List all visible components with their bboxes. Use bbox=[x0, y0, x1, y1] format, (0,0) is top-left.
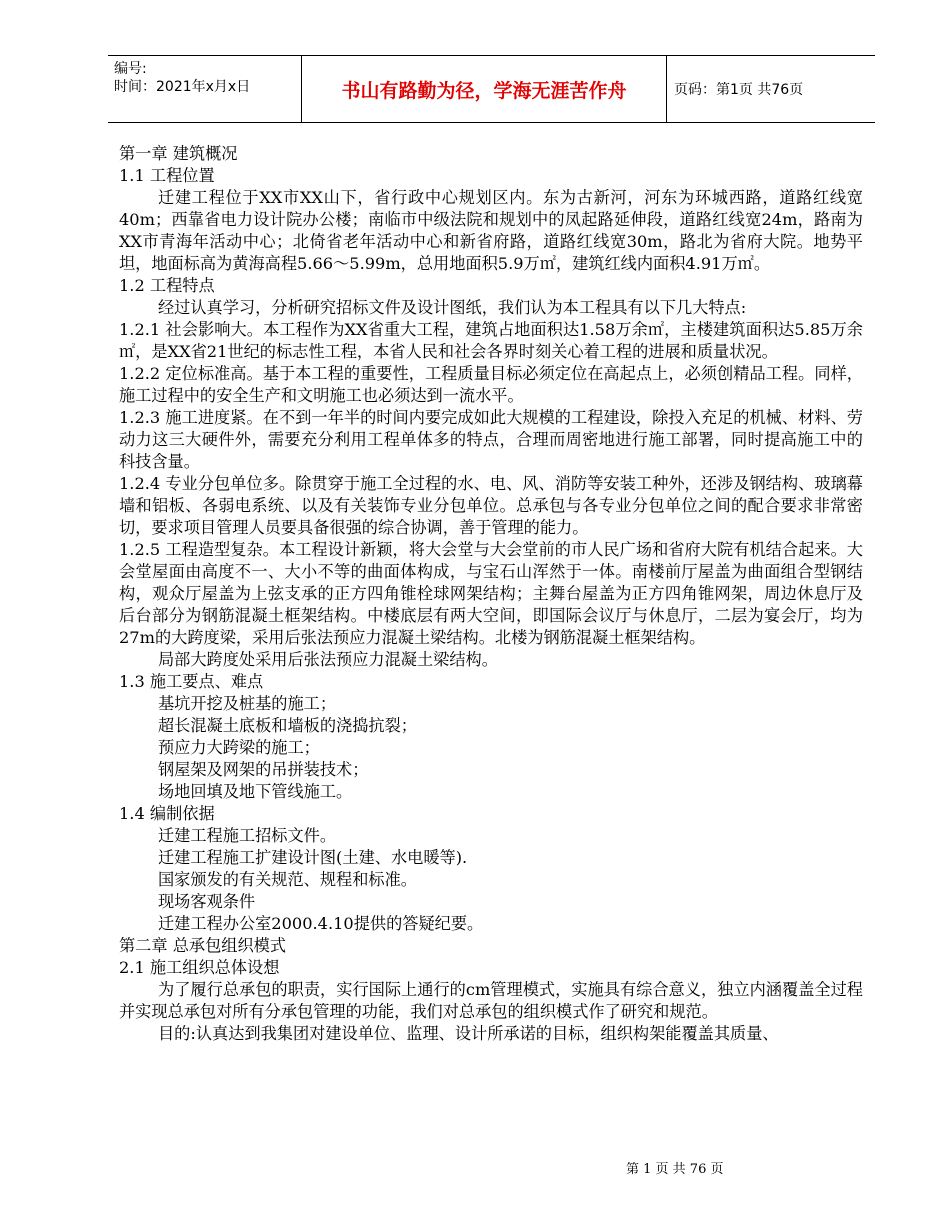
body-paragraph: 迁建工程位于XX市XX山下，省行政中心规划区内。东为古新河，河东为环城西路，道路红线宽40m；西靠省电力设计院办公楼；南临市中级法院和规划中的凤起路延伸段，道路红线宽24m，路南为XX市青海年活动中心；北倚省老年活动中心和新省府路，道路红线宽30m，路北为省府大院。地势平坦，地面标高为黄海高程5.66～5.99m，总用地面积5.9万㎡，建筑红线内面积4.91万㎡。 bbox=[119, 188, 863, 273]
list-item: 超长混凝土底板和墙板的浇捣抗裂； bbox=[158, 716, 417, 735]
section-paragraph: 1.2.1 社会影响大。本工程作为XX省重大工程，建筑占地面积达1.58万余㎡，主楼建筑面积达5.85万余㎡，是XX省21世纪的标志性工程，本省人民和社会各界时刻关心着工程的进展和质量状况。 bbox=[119, 320, 863, 361]
list-item: 钢屋架及网架的吊拼装技术； bbox=[158, 760, 369, 779]
list-item: 场地回填及地下管线施工。 bbox=[158, 782, 353, 801]
header-page-label: 页码：第1页 共76页 bbox=[674, 82, 804, 98]
body-paragraph: 为了履行总承包的职责，实行国际上通行的cm管理模式，实施具有综合意义，独立内涵覆盖全过程并实现总承包对所有分承包管理的功能，我们对总承包的组织模式作了研究和规范。 bbox=[119, 980, 863, 1021]
body-paragraph: 局部大跨度处采用后张法预应力混凝土梁结构。 bbox=[158, 650, 498, 669]
section-paragraph: 1.3 施工要点、难点 bbox=[119, 672, 264, 691]
section-paragraph: 1.2.4 专业分包单位多。除贯穿于施工全过程的水、电、风、消防等安装工种外，还涉及钢结构、玻璃幕墙和铝板、各弱电系统、以及有关装饰专业分包单位。总承包与各专业分包单位之间的配合要求非常密切，要求项目管理人员要具备很强的综合协调，善于管理的能力。 bbox=[119, 474, 863, 537]
body-paragraph: 经过认真学习，分析研究招标文件及设计图纸，我们认为本工程具有以下几大特点: bbox=[158, 298, 747, 317]
document-number-label: 编号: bbox=[114, 61, 147, 77]
list-item: 迁建工程施工招标文件。 bbox=[158, 826, 337, 845]
document-body bbox=[119, 143, 863, 1045]
list-item: 预应力大跨梁的施工； bbox=[158, 738, 320, 757]
section-paragraph: 2.1 施工组织总体设想 bbox=[119, 958, 280, 977]
section-paragraph: 第一章 建筑概况 bbox=[119, 144, 238, 163]
header-motto: 书山有路勤为径，学海无涯苦作舟 bbox=[341, 79, 627, 102]
list-item: 迁建工程办公室2000.4.10提供的答疑纪要。 bbox=[158, 914, 484, 933]
list-item: 现场客观条件 bbox=[158, 892, 256, 911]
section-paragraph: 1.2.2 定位标准高。基于本工程的重要性，工程质量目标必须定位在高起点上，必须创精品工程。同样，施工过程中的安全生产和文明施工也必须达到一流水平。 bbox=[119, 364, 863, 405]
section-paragraph: 1.2.5 工程造型复杂。本工程设计新颖，将大会堂与大会堂前的市人民广场和省府大院有机结合起来。大会堂屋面由高度不一、大小不等的曲面体构成，与宝石山浑然于一体。南楼前厅屋盖为曲面组合型钢结构，观众厅屋盖为上弦支承的正方四角锥栓球网架结构；主舞台屋盖为正方四角锥网架，周边休息厅及后台部分为钢筋混凝土框架结构。中楼底层有两大空间，即国际会议厅与休息厅，二层为宴会厅，均为27m的大跨度梁，采用后张法预应力混凝土梁结构。北楼为钢筋混凝土框架结构。 bbox=[119, 540, 863, 647]
list-item: 基坑开挖及桩基的施工； bbox=[158, 694, 337, 713]
section-paragraph: 1.4 编制依据 bbox=[119, 804, 215, 823]
header-info-cell bbox=[108, 56, 300, 122]
section-paragraph: 第二章 总承包组织模式 bbox=[119, 936, 287, 955]
section-paragraph: 1.1 工程位置 bbox=[119, 166, 215, 185]
body-paragraph: 目的:认真达到我集团对建设单位、监理、设计所承诺的目标，组织构架能覆盖其质量、 bbox=[158, 1024, 779, 1043]
section-paragraph: 1.2 工程特点 bbox=[119, 276, 215, 295]
page-footer: 第 1 页 共 76 页 bbox=[626, 1162, 724, 1177]
section-paragraph: 1.2.3 施工进度紧。在不到一年半的时间内要完成如此大规模的工程建设，除投入充足的机械、材料、劳动力这三大硬件外，需要充分利用工程单体多的特点，合理而周密地进行施工部署，同时提高施工中的科技含量。 bbox=[119, 408, 863, 471]
list-item: 国家颁发的有关规范、规程和标准。 bbox=[158, 870, 417, 889]
list-item: 迁建工程施工扩建设计图(土建、水电暖等). bbox=[158, 848, 468, 867]
header-table bbox=[108, 55, 875, 123]
document-time-label: 时间：2021年x月x日 bbox=[114, 79, 251, 95]
header-divider bbox=[666, 56, 667, 122]
